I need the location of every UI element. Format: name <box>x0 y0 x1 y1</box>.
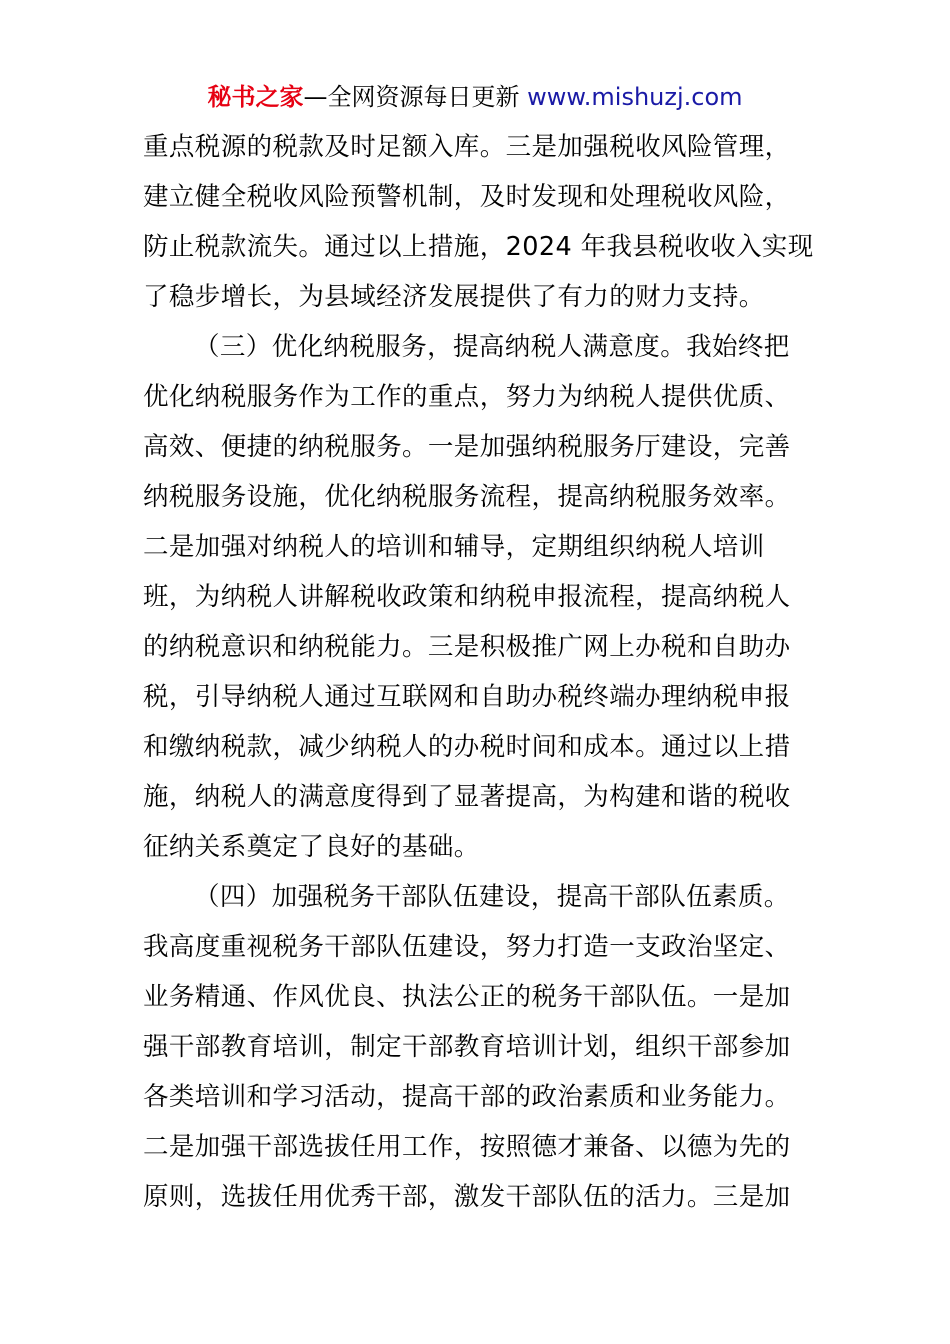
text-line: 二是加强对纳税人的培训和辅导，定期组织纳税人培训 <box>143 532 765 562</box>
text-line: 优化纳税服务作为工作的重点，努力为纳税人提供优质、 <box>143 382 791 412</box>
text-line: 的纳税意识和纳税能力。三是积极推广网上办税和自助办 <box>143 632 791 662</box>
site-header <box>0 80 950 114</box>
text-line: 税，引导纳税人通过互联网和自助办税终端办理纳税申报 <box>143 682 791 712</box>
text-line: （三）优化纳税服务，提高纳税人满意度。我始终把 <box>194 332 790 362</box>
document-body <box>143 122 823 1222</box>
text-line: （四）加强税务干部队伍建设，提高干部队伍素质。 <box>194 882 790 912</box>
text-line: 防止税款流失。通过以上措施，2024 年我县税收收入实现 <box>143 232 814 262</box>
text-line: 高效、便捷的纳税服务。一是加强纳税服务厅建设，完善 <box>143 432 791 462</box>
text-line: 强干部教育培训，制定干部教育培训计划，组织干部参加 <box>143 1032 791 1062</box>
text-line: 施，纳税人的满意度得到了显著提高，为构建和谐的税收 <box>143 782 791 812</box>
site-brand: 秘书之家 <box>207 83 304 111</box>
text-line: 各类培训和学习活动，提高干部的政治素质和业务能力。 <box>143 1082 791 1112</box>
text-line: 建立健全税收风险预警机制，及时发现和处理税收风险， <box>143 182 791 212</box>
site-url-link[interactable]: www.mishuzj.com <box>527 83 743 111</box>
site-tagline: —全网资源每日更新 <box>303 83 520 111</box>
text-line: 纳税服务设施，优化纳税服务流程，提高纳税服务效率。 <box>143 482 791 512</box>
text-line: 重点税源的税款及时足额入库。三是加强税收风险管理， <box>143 132 791 162</box>
text-line: 和缴纳税款，减少纳税人的办税时间和成本。通过以上措 <box>143 732 791 762</box>
text-line: 班，为纳税人讲解税收政策和纳税申报流程，提高纳税人 <box>143 582 791 612</box>
text-line: 征纳关系奠定了良好的基础。 <box>143 832 480 862</box>
text-line: 我高度重视税务干部队伍建设，努力打造一支政治坚定、 <box>143 932 791 962</box>
text-line: 业务精通、作风优良、执法公正的税务干部队伍。一是加 <box>143 982 791 1012</box>
text-line: 了稳步增长，为县域经济发展提供了有力的财力支持。 <box>143 282 765 312</box>
text-line: 原则，选拔任用优秀干部，激发干部队伍的活力。三是加 <box>143 1182 791 1212</box>
text-line: 二是加强干部选拔任用工作，按照德才兼备、以德为先的 <box>143 1132 791 1162</box>
